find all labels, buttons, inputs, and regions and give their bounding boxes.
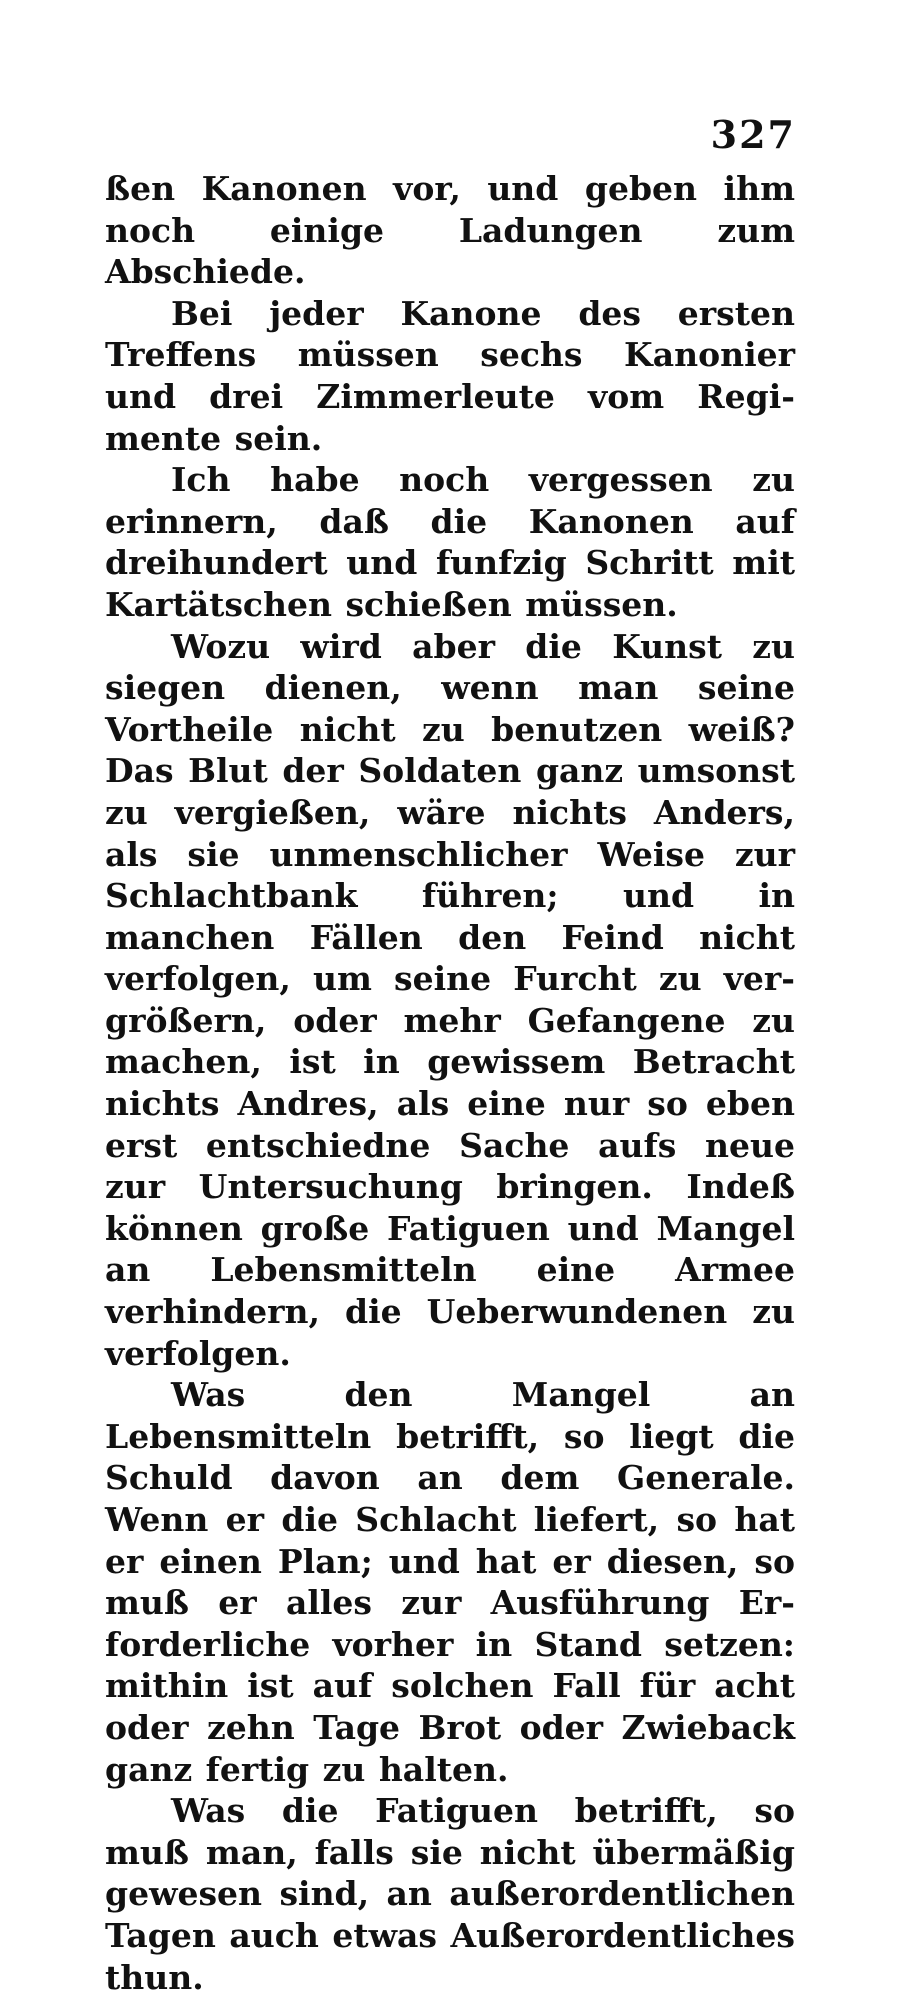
paragraph-4: Wozu wird aber die Kunst zu siegen dienen, wenn man seine Vortheile nicht zu benutzen weiß? Das Blut der Soldaten ganz umsonst zu vergießen, wäre nichts Anders, als sie unmenschlicher Weise zur Schlachtbank führen; und in manchen Fällen den Feind nicht verfolgen, um seine Furcht zu vergrößern, oder mehr Gefangene zu machen, ist in gewissem Betracht nichts Andres, als eine nur so eben erst entschiedne Sache aufs neue zur Untersuchung bringen. Indeß können große Fatiguen und Mangel an Lebensmitteln eine Armee verhindern, die Ueberwundenen zu verfolgen. (105, 626, 795, 1373)
paragraph-3: Ich habe noch vergessen zu erinnern, daß die Kanonen auf dreihundert und funfzig Schritt mit Kartätschen schießen müssen. (105, 460, 795, 624)
paragraph-1: ßen Kanonen vor, und geben ihm noch einige Ladungen zum Abschiede. (105, 169, 795, 292)
body-text (105, 168, 795, 1998)
paragraph-5: Was den Mangel an Lebensmitteln betrifft, so liegt die Schuld davon an dem Generale. Wenn er die Schlacht liefert, so hat er einen Plan; und hat er diesen, so muß er alles zur Ausführung Erforderliche vorher in Stand setzen: mithin ist auf solchen Fall für acht oder zehn Tage Brot oder Zwieback ganz fertig zu halten. (105, 1375, 795, 1789)
paragraph-2: Bei jeder Kanone des ersten Treffens müssen sechs Kanonier und drei Zimmerleute vom Regimente sein. (105, 293, 795, 458)
paragraph-6: Was die Fatiguen betrifft, so muß man, falls sie nicht übermäßig gewesen sind, an außerordentlichen Tagen auch etwas Außerordentliches thun. (105, 1791, 795, 1997)
page-number: 327 (710, 112, 796, 157)
